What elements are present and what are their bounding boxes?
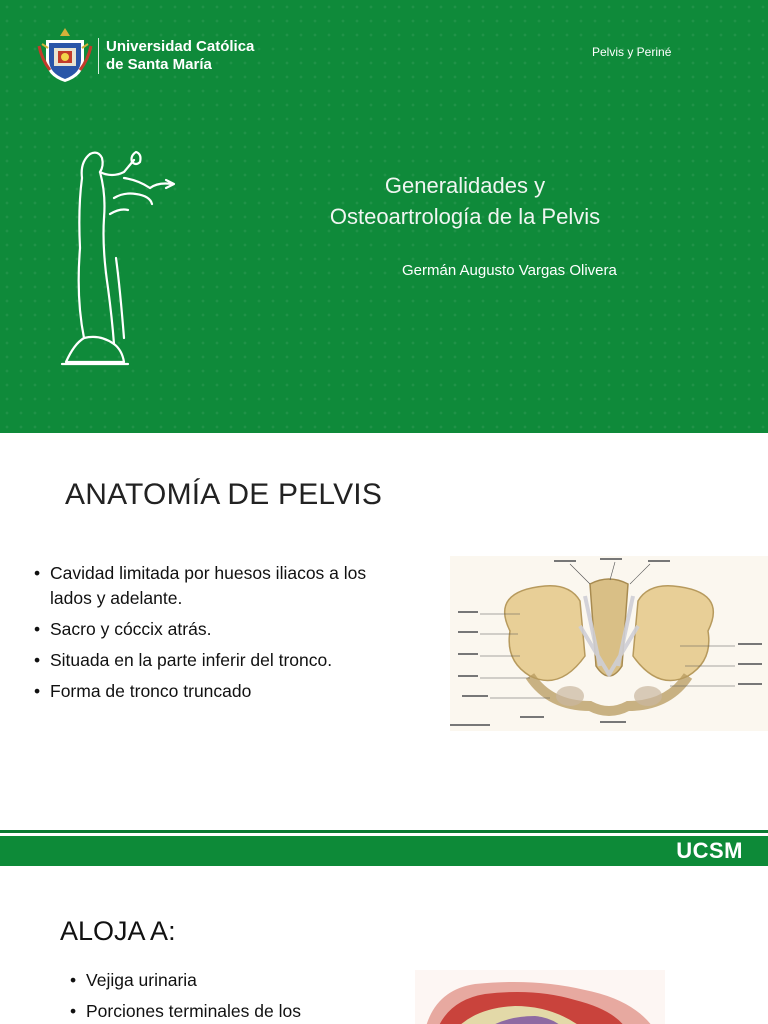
bullet-item: • Forma de tronco truncado [34, 679, 404, 704]
bullet-list [70, 968, 390, 1024]
pelvic-organs-illustration [415, 970, 665, 1024]
logo-divider [98, 38, 99, 74]
bullet-item: • Cavidad limitada por huesos iliacos a los lados y adelante. [34, 561, 404, 611]
university-crest-icon [36, 26, 94, 84]
slide-title-line2: Osteoartrología de la Pelvis [329, 204, 601, 229]
footer-bar [0, 836, 768, 866]
title-slide [0, 0, 768, 433]
bullet-item: • Situada en la parte inferir del tronco. [34, 648, 404, 673]
bullet-item: • Vejiga urinaria [70, 968, 390, 993]
contents-slide [0, 866, 768, 1024]
bullet-list [34, 561, 404, 710]
bullet-item: • Sacro y cóccix atrás. [34, 617, 404, 642]
slide-heading: ALOJA A: [60, 916, 176, 946]
course-label: Pelvis y Periné [592, 45, 672, 59]
footer-line [0, 830, 768, 833]
slide-title [300, 170, 630, 232]
university-name [106, 38, 254, 74]
author-name: Germán Augusto Vargas Olivera [402, 262, 617, 279]
university-name-line2: de Santa María [106, 56, 212, 73]
slide-title-line1: Generalidades y [384, 173, 546, 198]
slide-heading: ANATOMÍA DE PELVIS [65, 478, 383, 511]
statue-silhouette-icon [54, 148, 180, 370]
bullet-item: • Porciones terminales de los [70, 999, 390, 1024]
pelvis-anatomy-illustration [450, 556, 768, 731]
university-name-line1: Universidad Católica [106, 38, 255, 55]
anatomy-slide [0, 433, 768, 833]
footer-brand: UCSM [676, 838, 743, 863]
